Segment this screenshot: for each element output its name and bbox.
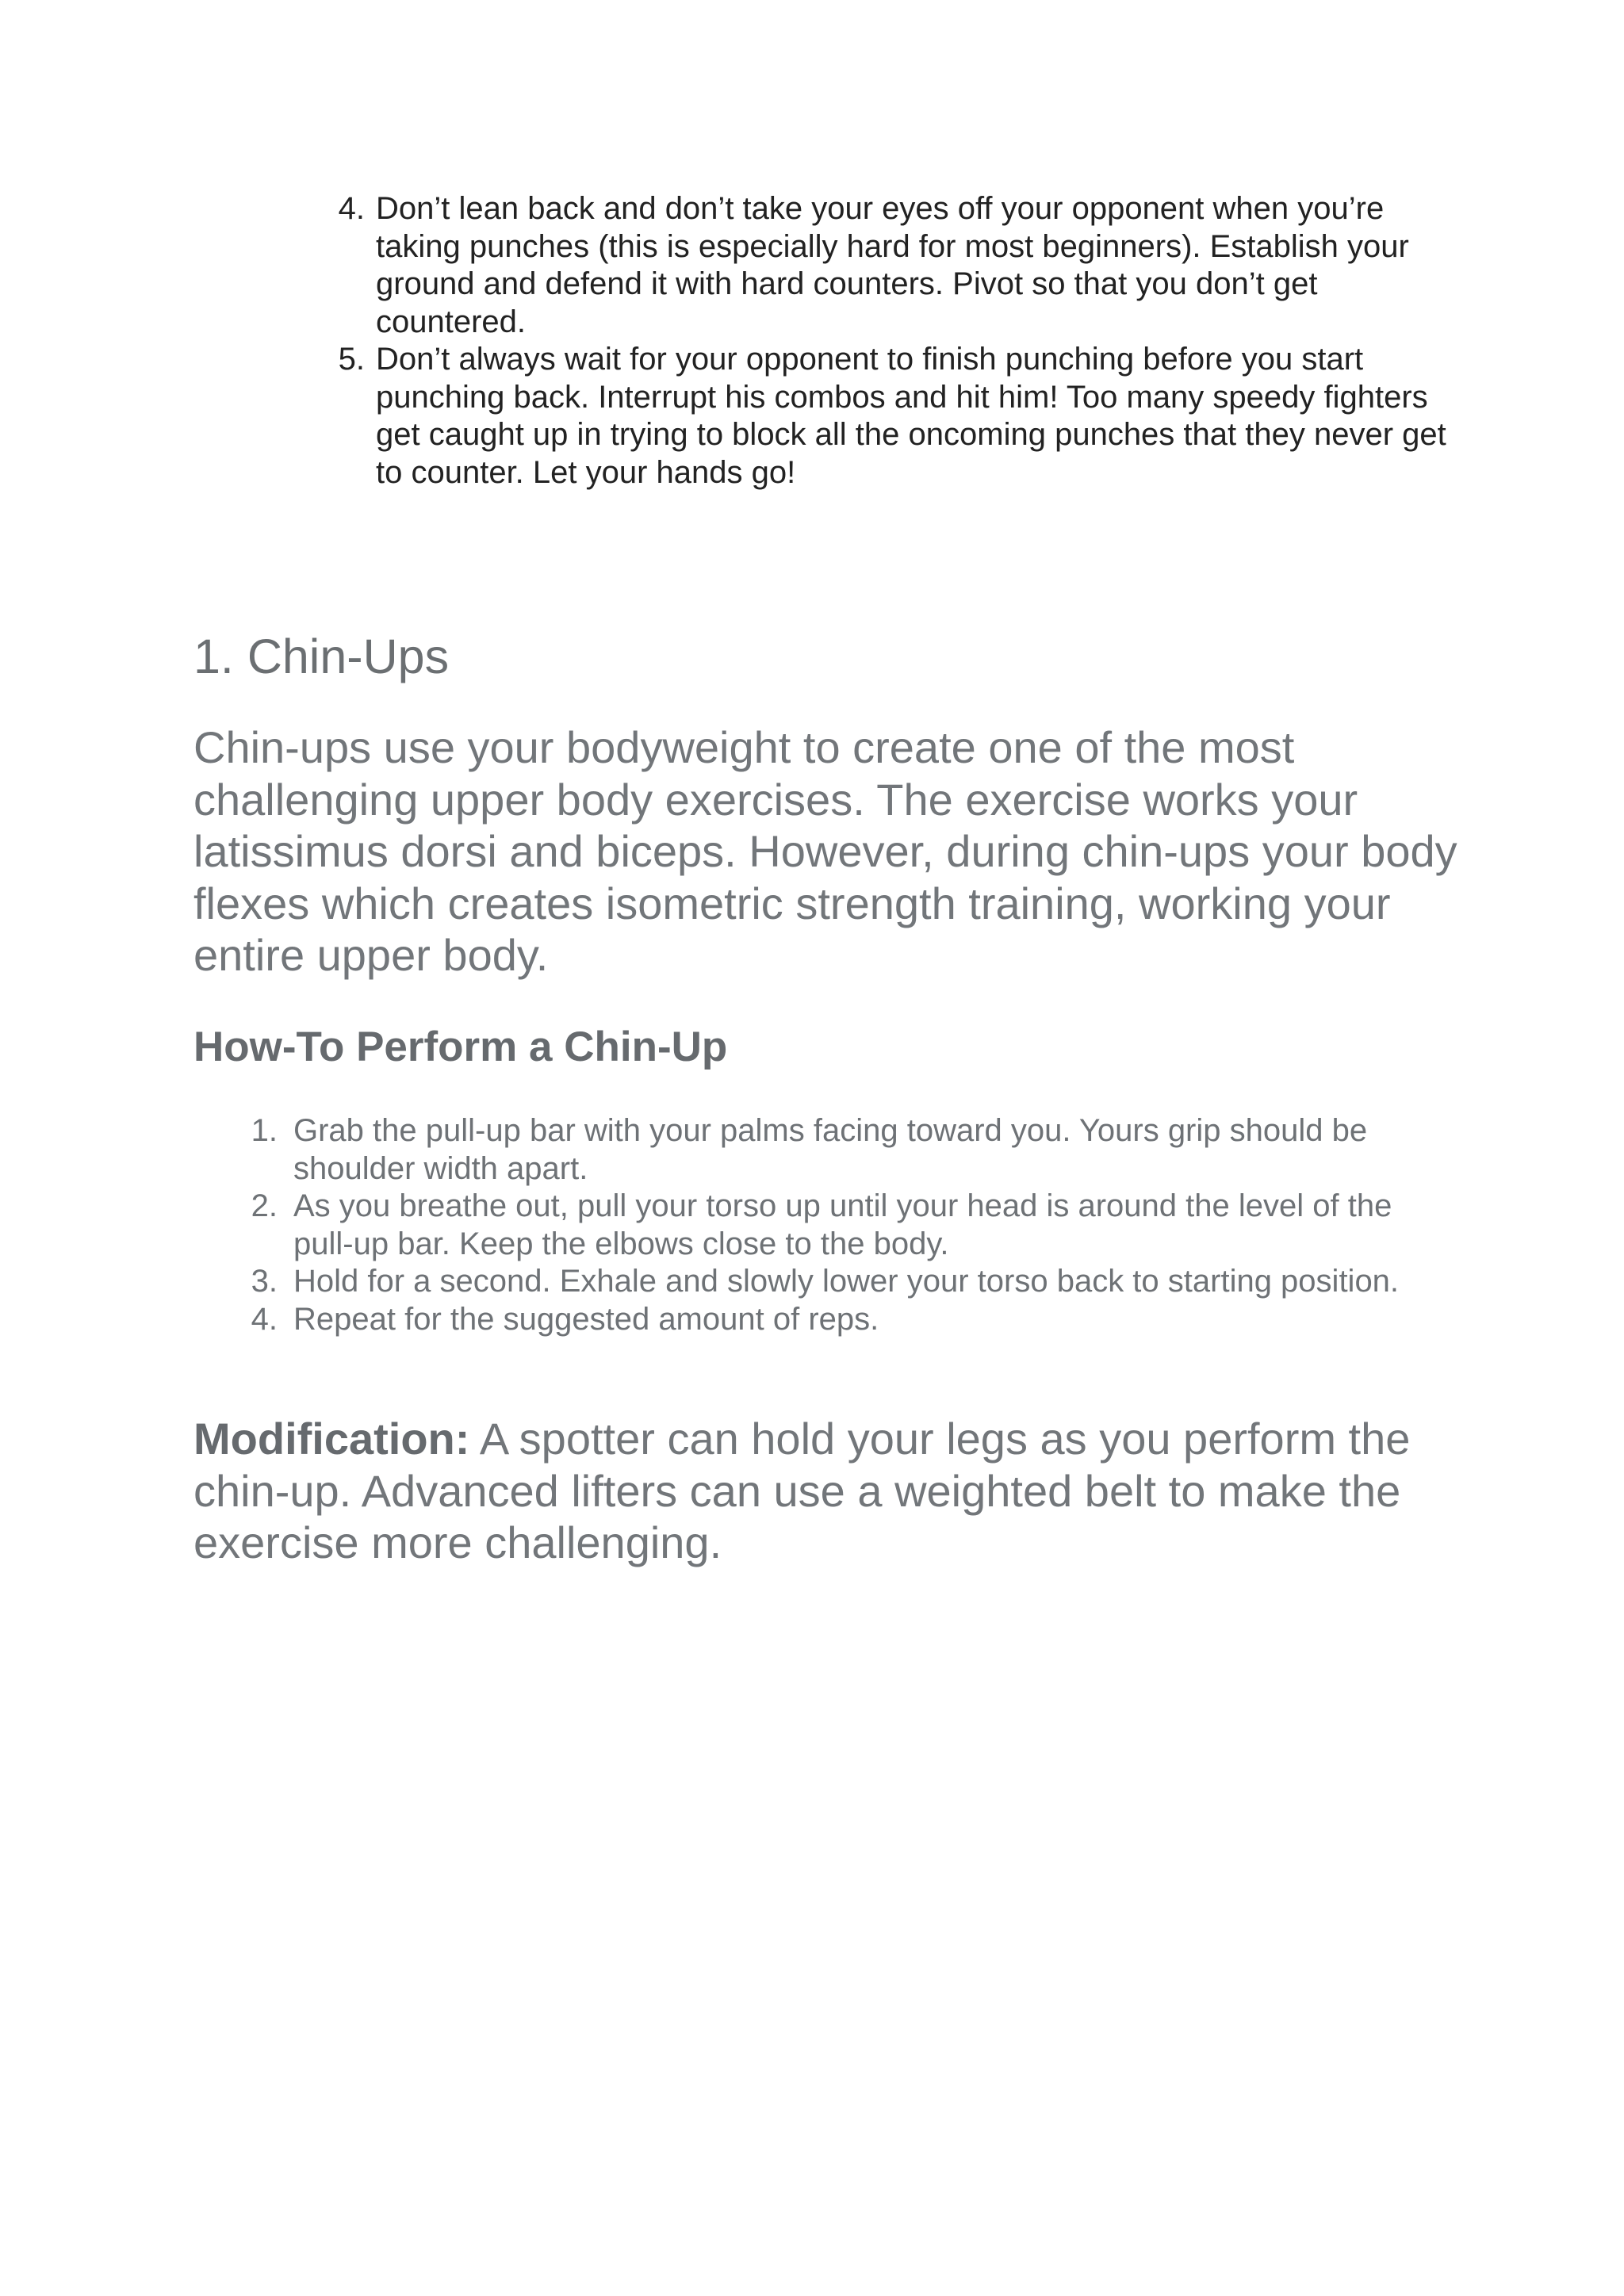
intro-paragraph: Chin-ups use your bodyweight to create one of the most challenging upper body exercises. The exercise works your latissimus dorsi and biceps. However, during chin-ups your body flexes which creates isometric strength training, working your entire upper body. — [193, 722, 1457, 980]
howto-heading: How-To Perform a Chin-Up — [193, 1024, 728, 1070]
list-item-text: Don’t always wait for your opponent to finish punching before you start punching back. Interrupt his combos and hit him! Too many speedy fighters get caught up in trying to block all the oncoming punches that they never get to counter. Let your hands go! — [376, 342, 1446, 490]
list-item — [238, 1188, 1459, 1263]
step-number: 2. — [251, 1188, 278, 1223]
list-item-number: 5. — [338, 342, 365, 377]
list-item — [320, 341, 1446, 492]
step-number: 3. — [251, 1264, 278, 1299]
step-number: 4. — [251, 1301, 278, 1337]
list-item — [238, 1301, 1459, 1339]
modification-label: Modification: — [193, 1414, 470, 1464]
step-text: Repeat for the suggested amount of reps. — [293, 1301, 879, 1337]
list-item — [238, 1263, 1459, 1301]
tips-list — [320, 190, 1446, 492]
step-number: 1. — [251, 1113, 278, 1148]
section-title: 1. Chin-Ups — [193, 629, 450, 683]
list-item-number: 4. — [338, 191, 365, 226]
steps-list — [238, 1112, 1459, 1338]
list-item-text: Don’t lean back and don’t take your eyes off your opponent when you’re taking punches (this is especially hard for most beginners). Establish your ground and defend it with hard counters. Pivot so that you don’t get countered. — [376, 191, 1409, 339]
modification-paragraph — [193, 1413, 1462, 1569]
modification-text: A spotter can hold your legs as you perform the chin-up. Advanced lifters can use a weighted belt to make the exercise more challenging. — [193, 1414, 1411, 1567]
step-text: Hold for a second. Exhale and slowly lower your torso back to starting position. — [293, 1264, 1400, 1299]
list-item — [238, 1112, 1459, 1188]
step-text: As you breathe out, pull your torso up until your head is around the level of the pull-up bar. Keep the elbows close to the body. — [293, 1188, 1392, 1261]
list-item — [320, 190, 1446, 341]
step-text: Grab the pull-up bar with your palms facing toward you. Yours grip should be shoulder width apart. — [293, 1113, 1368, 1186]
